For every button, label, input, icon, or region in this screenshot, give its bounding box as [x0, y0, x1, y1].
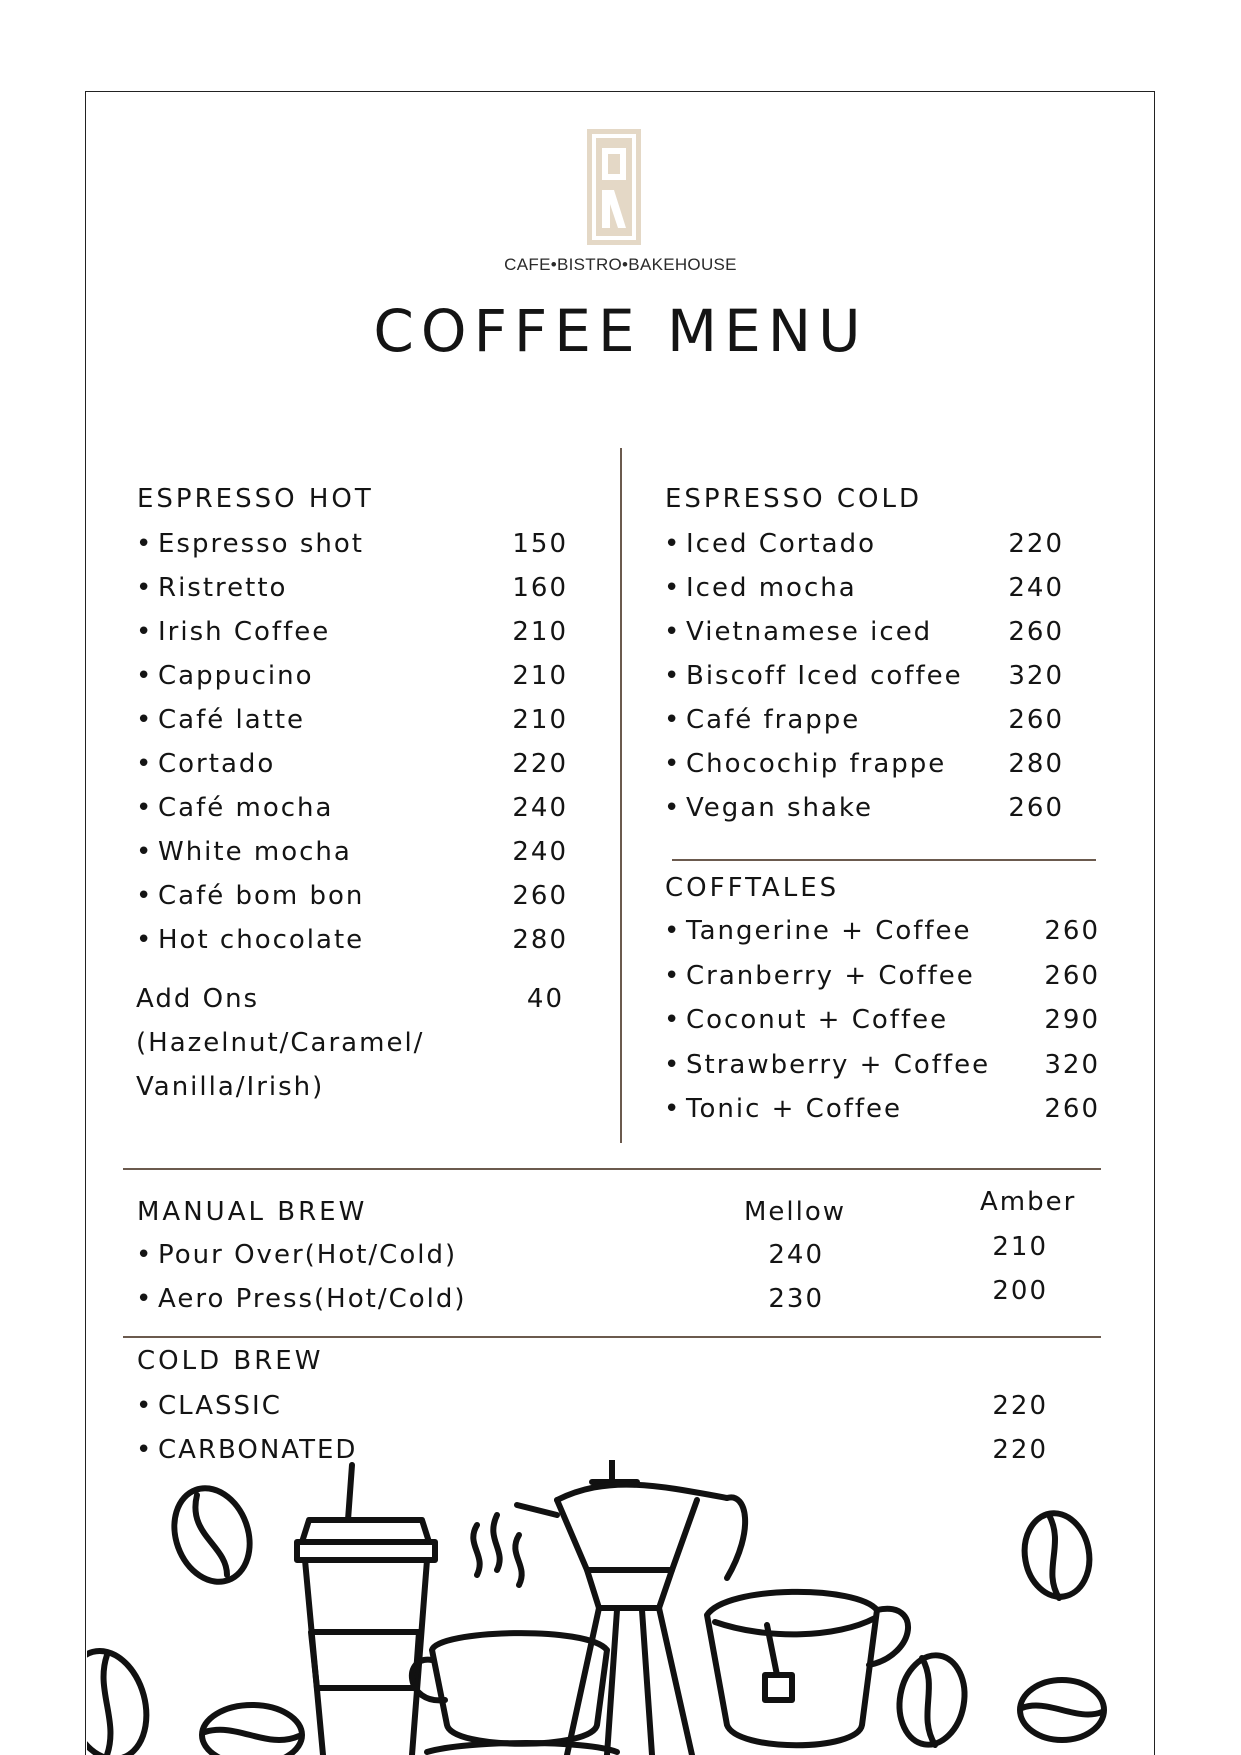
menu-item-price: 240 [1008, 573, 1064, 603]
menu-item-price: 260 [512, 881, 568, 911]
menu-item [136, 1389, 1048, 1423]
menu-item [664, 1003, 1100, 1037]
tea-cup-icon [707, 1592, 908, 1745]
menu-item-name: • CLASSIC [136, 1389, 282, 1423]
menu-item-name: • CARBONATED [136, 1433, 357, 1467]
menu-item [664, 571, 1064, 605]
menu-item-name: • Tangerine + Coffee [664, 914, 972, 948]
menu-item-price-mellow: 230 [768, 1284, 824, 1314]
menu-item-price: 210 [512, 705, 568, 735]
section-heading-espresso-cold: ESPRESSO COLD [665, 484, 922, 514]
steam-icon [473, 1515, 521, 1585]
menu-item-price-mellow: 240 [768, 1240, 824, 1270]
menu-item [136, 835, 568, 869]
menu-item [664, 791, 1064, 825]
menu-item [136, 879, 568, 913]
menu-item [136, 659, 568, 693]
section-divider [123, 1336, 1101, 1338]
menu-item-name: • Café mocha [136, 791, 333, 825]
section-heading-manual-brew: MANUAL BREW [137, 1197, 368, 1227]
menu-item [664, 914, 1100, 948]
menu-item-name: • Hot chocolate [136, 923, 364, 957]
addons-price: 40 [526, 984, 564, 1014]
menu-item [664, 527, 1064, 561]
menu-item-name: • Aero Press(Hot/Cold) [136, 1282, 467, 1316]
menu-item-price: 290 [1044, 1005, 1100, 1035]
menu-item-price: 240 [512, 837, 568, 867]
menu-item-price: 260 [1008, 705, 1064, 735]
section-divider [123, 1168, 1101, 1170]
menu-item [664, 1048, 1100, 1082]
menu-item-name: • Biscoff Iced coffee [664, 659, 963, 693]
menu-item-name: • Coconut + Coffee [664, 1003, 948, 1037]
menu-item-price: 280 [1008, 749, 1064, 779]
column-divider [620, 448, 622, 1143]
menu-item-price: 320 [1044, 1049, 1100, 1080]
coffee-cup-icon [412, 1633, 617, 1752]
menu-item [664, 615, 1064, 649]
coffee-bean-icon [1020, 1680, 1104, 1740]
menu-item-name: • Ristretto [136, 571, 287, 605]
column-header-mellow: Mellow [744, 1197, 847, 1227]
coffee-illustration [87, 1460, 1153, 1755]
section-heading-cofftales: COFFTALES [665, 873, 840, 903]
menu-item [136, 1276, 1056, 1316]
menu-item-price: 260 [1044, 960, 1100, 991]
menu-item-price: 210 [512, 661, 568, 691]
menu-item [136, 791, 568, 825]
menu-item [136, 923, 568, 957]
menu-item-price: 260 [1008, 793, 1064, 823]
page-title: COFFEE MENU [373, 297, 868, 365]
menu-item-name: • Cappucino [136, 659, 313, 693]
coffee-bean-icon [202, 1705, 302, 1755]
menu-item-price: 220 [992, 1391, 1048, 1421]
menu-item [136, 615, 568, 649]
addons-options-line: Vanilla/Irish) [136, 1072, 325, 1102]
menu-item-price: 280 [512, 925, 568, 955]
menu-item [136, 571, 568, 605]
menu-item [136, 703, 568, 737]
menu-item-name: • Irish Coffee [136, 615, 330, 649]
coffee-bean-icon [87, 1642, 158, 1755]
menu-item-price: 150 [512, 529, 568, 559]
column-header-amber: Amber [980, 1187, 1077, 1217]
menu-item-name: • Espresso shot [136, 527, 364, 561]
menu-item-name: • Chocochip frappe [664, 747, 946, 781]
menu-item-price: 210 [512, 617, 568, 647]
menu-item [664, 959, 1100, 993]
menu-item-name: • Tonic + Coffee [664, 1092, 902, 1126]
menu-item-price: 260 [1044, 1094, 1100, 1124]
menu-item-name: • Iced mocha [664, 571, 857, 605]
section-heading-cold-brew: COLD BREW [137, 1346, 324, 1376]
section-divider [672, 859, 1096, 861]
menu-item-price: 260 [1008, 617, 1064, 647]
menu-item-price: 220 [992, 1435, 1048, 1465]
cafe-logo [586, 128, 642, 246]
menu-item-price: 220 [1008, 529, 1064, 559]
menu-item-price: 320 [1008, 661, 1064, 691]
menu-item [664, 747, 1064, 781]
menu-item-name: • White mocha [136, 835, 352, 869]
menu-item [136, 1232, 1056, 1272]
menu-item-name: • Strawberry + Coffee [664, 1048, 990, 1082]
section-heading-espresso-hot: ESPRESSO HOT [137, 484, 374, 514]
menu-item-price: 240 [512, 793, 568, 823]
menu-item-price: 220 [512, 749, 568, 779]
menu-item [664, 703, 1064, 737]
menu-item [664, 1092, 1100, 1126]
menu-item [664, 659, 1064, 693]
menu-item-price: 260 [1044, 916, 1100, 946]
addons-label: Add Ons [136, 984, 260, 1014]
coffee-bean-icon [162, 1478, 262, 1593]
addons-options-line: (Hazelnut/Caramel/ [136, 1028, 425, 1058]
menu-item [136, 747, 568, 781]
takeaway-cup-icon [297, 1465, 435, 1755]
menu-item-name: • Vietnamese iced [664, 615, 932, 649]
cafe-tagline: CAFE•BISTRO•BAKEHOUSE [504, 255, 737, 274]
menu-item [136, 527, 568, 561]
menu-item-name: • Cortado [136, 747, 275, 781]
menu-item-name: • Café frappe [664, 703, 860, 737]
coffee-bean-icon [893, 1650, 972, 1750]
menu-item-price-amber: 210 [992, 1232, 1048, 1262]
menu-item-name: • Café bom bon [136, 879, 364, 913]
menu-item-price: 160 [512, 573, 568, 603]
menu-item-price-amber: 200 [992, 1276, 1048, 1306]
menu-item-name: • Café latte [136, 703, 305, 737]
menu-item-name: • Iced Cortado [664, 527, 876, 561]
coffee-bean-icon [1018, 1508, 1096, 1602]
menu-item-name: • Cranberry + Coffee [664, 959, 975, 993]
menu-item-name: • Pour Over(Hot/Cold) [136, 1238, 457, 1272]
menu-item-name: • Vegan shake [664, 791, 873, 825]
